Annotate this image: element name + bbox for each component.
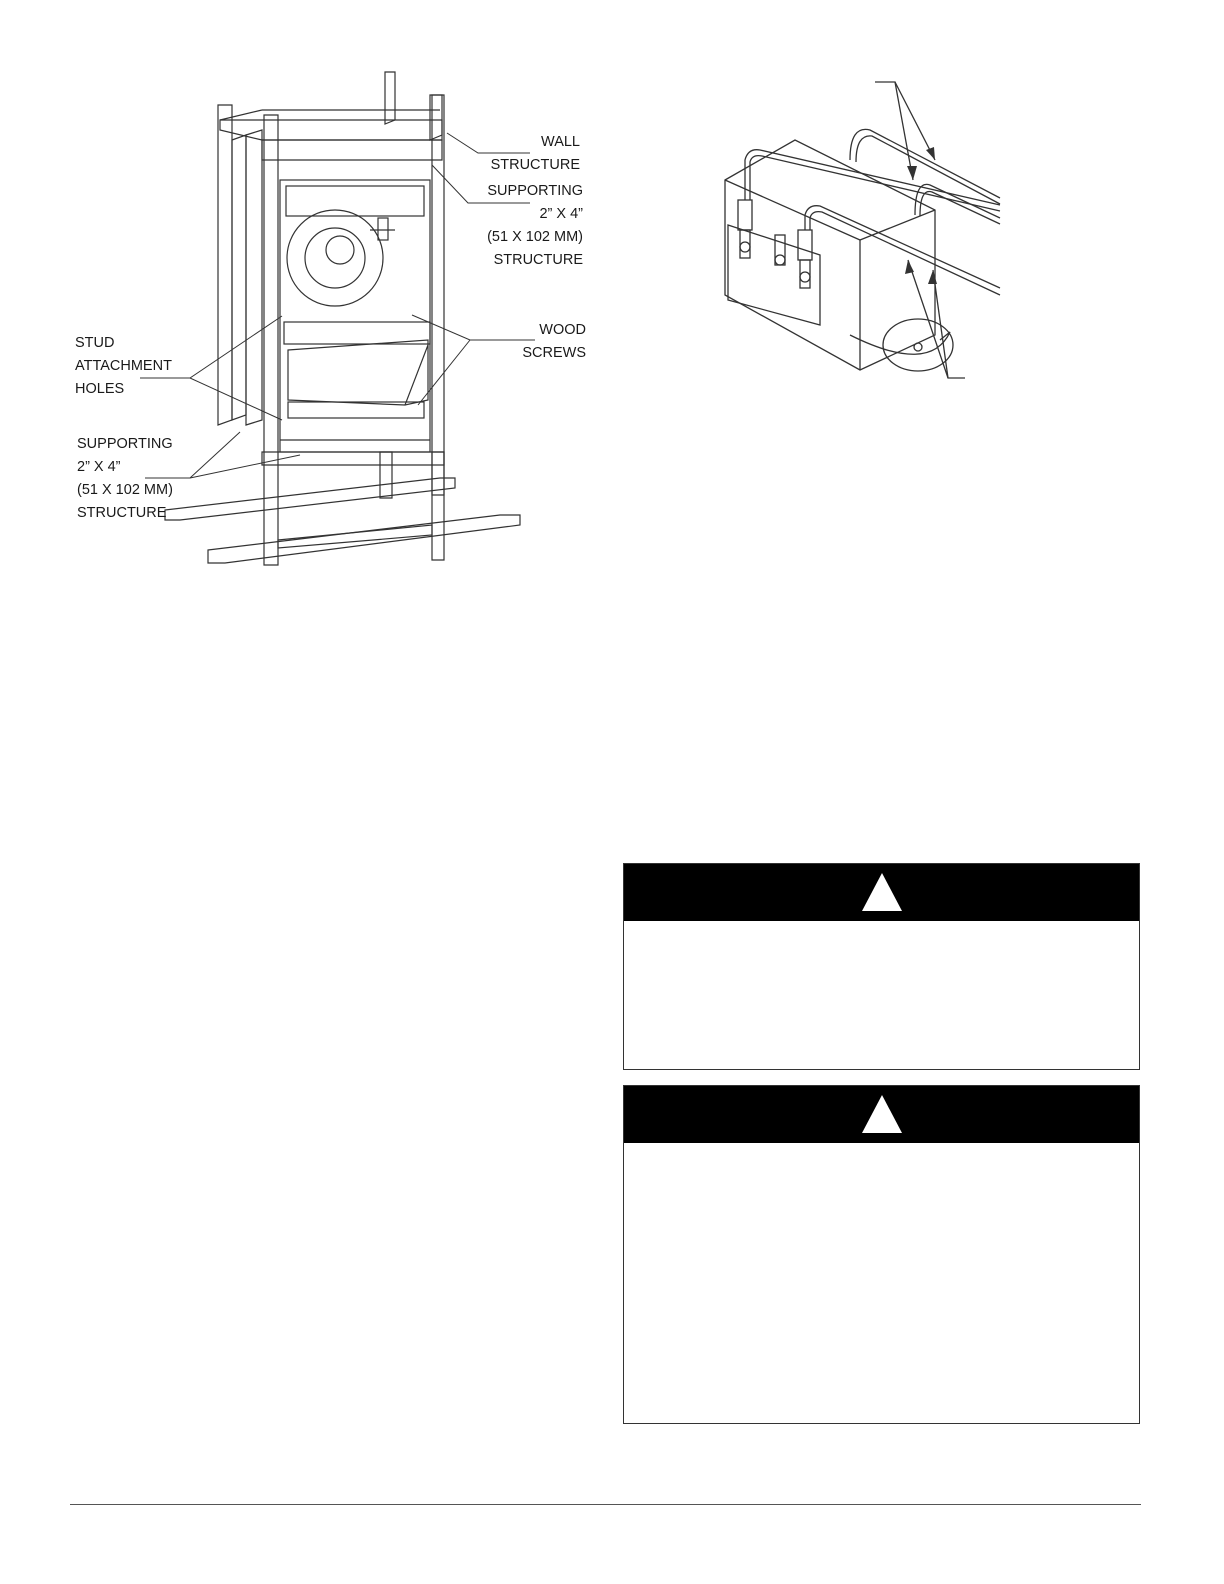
warning-box-1 (623, 863, 1140, 1070)
warning-triangle-icon (860, 871, 904, 913)
warning-header (624, 1086, 1139, 1143)
label-wall-structure: WALL STRUCTURE (490, 134, 580, 173)
warning-header (624, 864, 1139, 921)
label-wood-screws: WOOD SCREWS (522, 322, 586, 361)
label-supporting-bottom: SUPPORTING 2” X 4” (51 X 102 MM) STRUCTURE (77, 436, 173, 521)
label-stud-attachment-holes: STUD ATTACHMENT HOLES (75, 335, 172, 397)
label-supporting-top: SUPPORTING 2” X 4” (51 X 102 MM) STRUCTURE (487, 183, 583, 268)
footer-rule (70, 1504, 1141, 1505)
warning-triangle-icon (860, 1093, 904, 1135)
heater-element-figure (700, 70, 1020, 390)
warning-box-2 (623, 1085, 1140, 1424)
